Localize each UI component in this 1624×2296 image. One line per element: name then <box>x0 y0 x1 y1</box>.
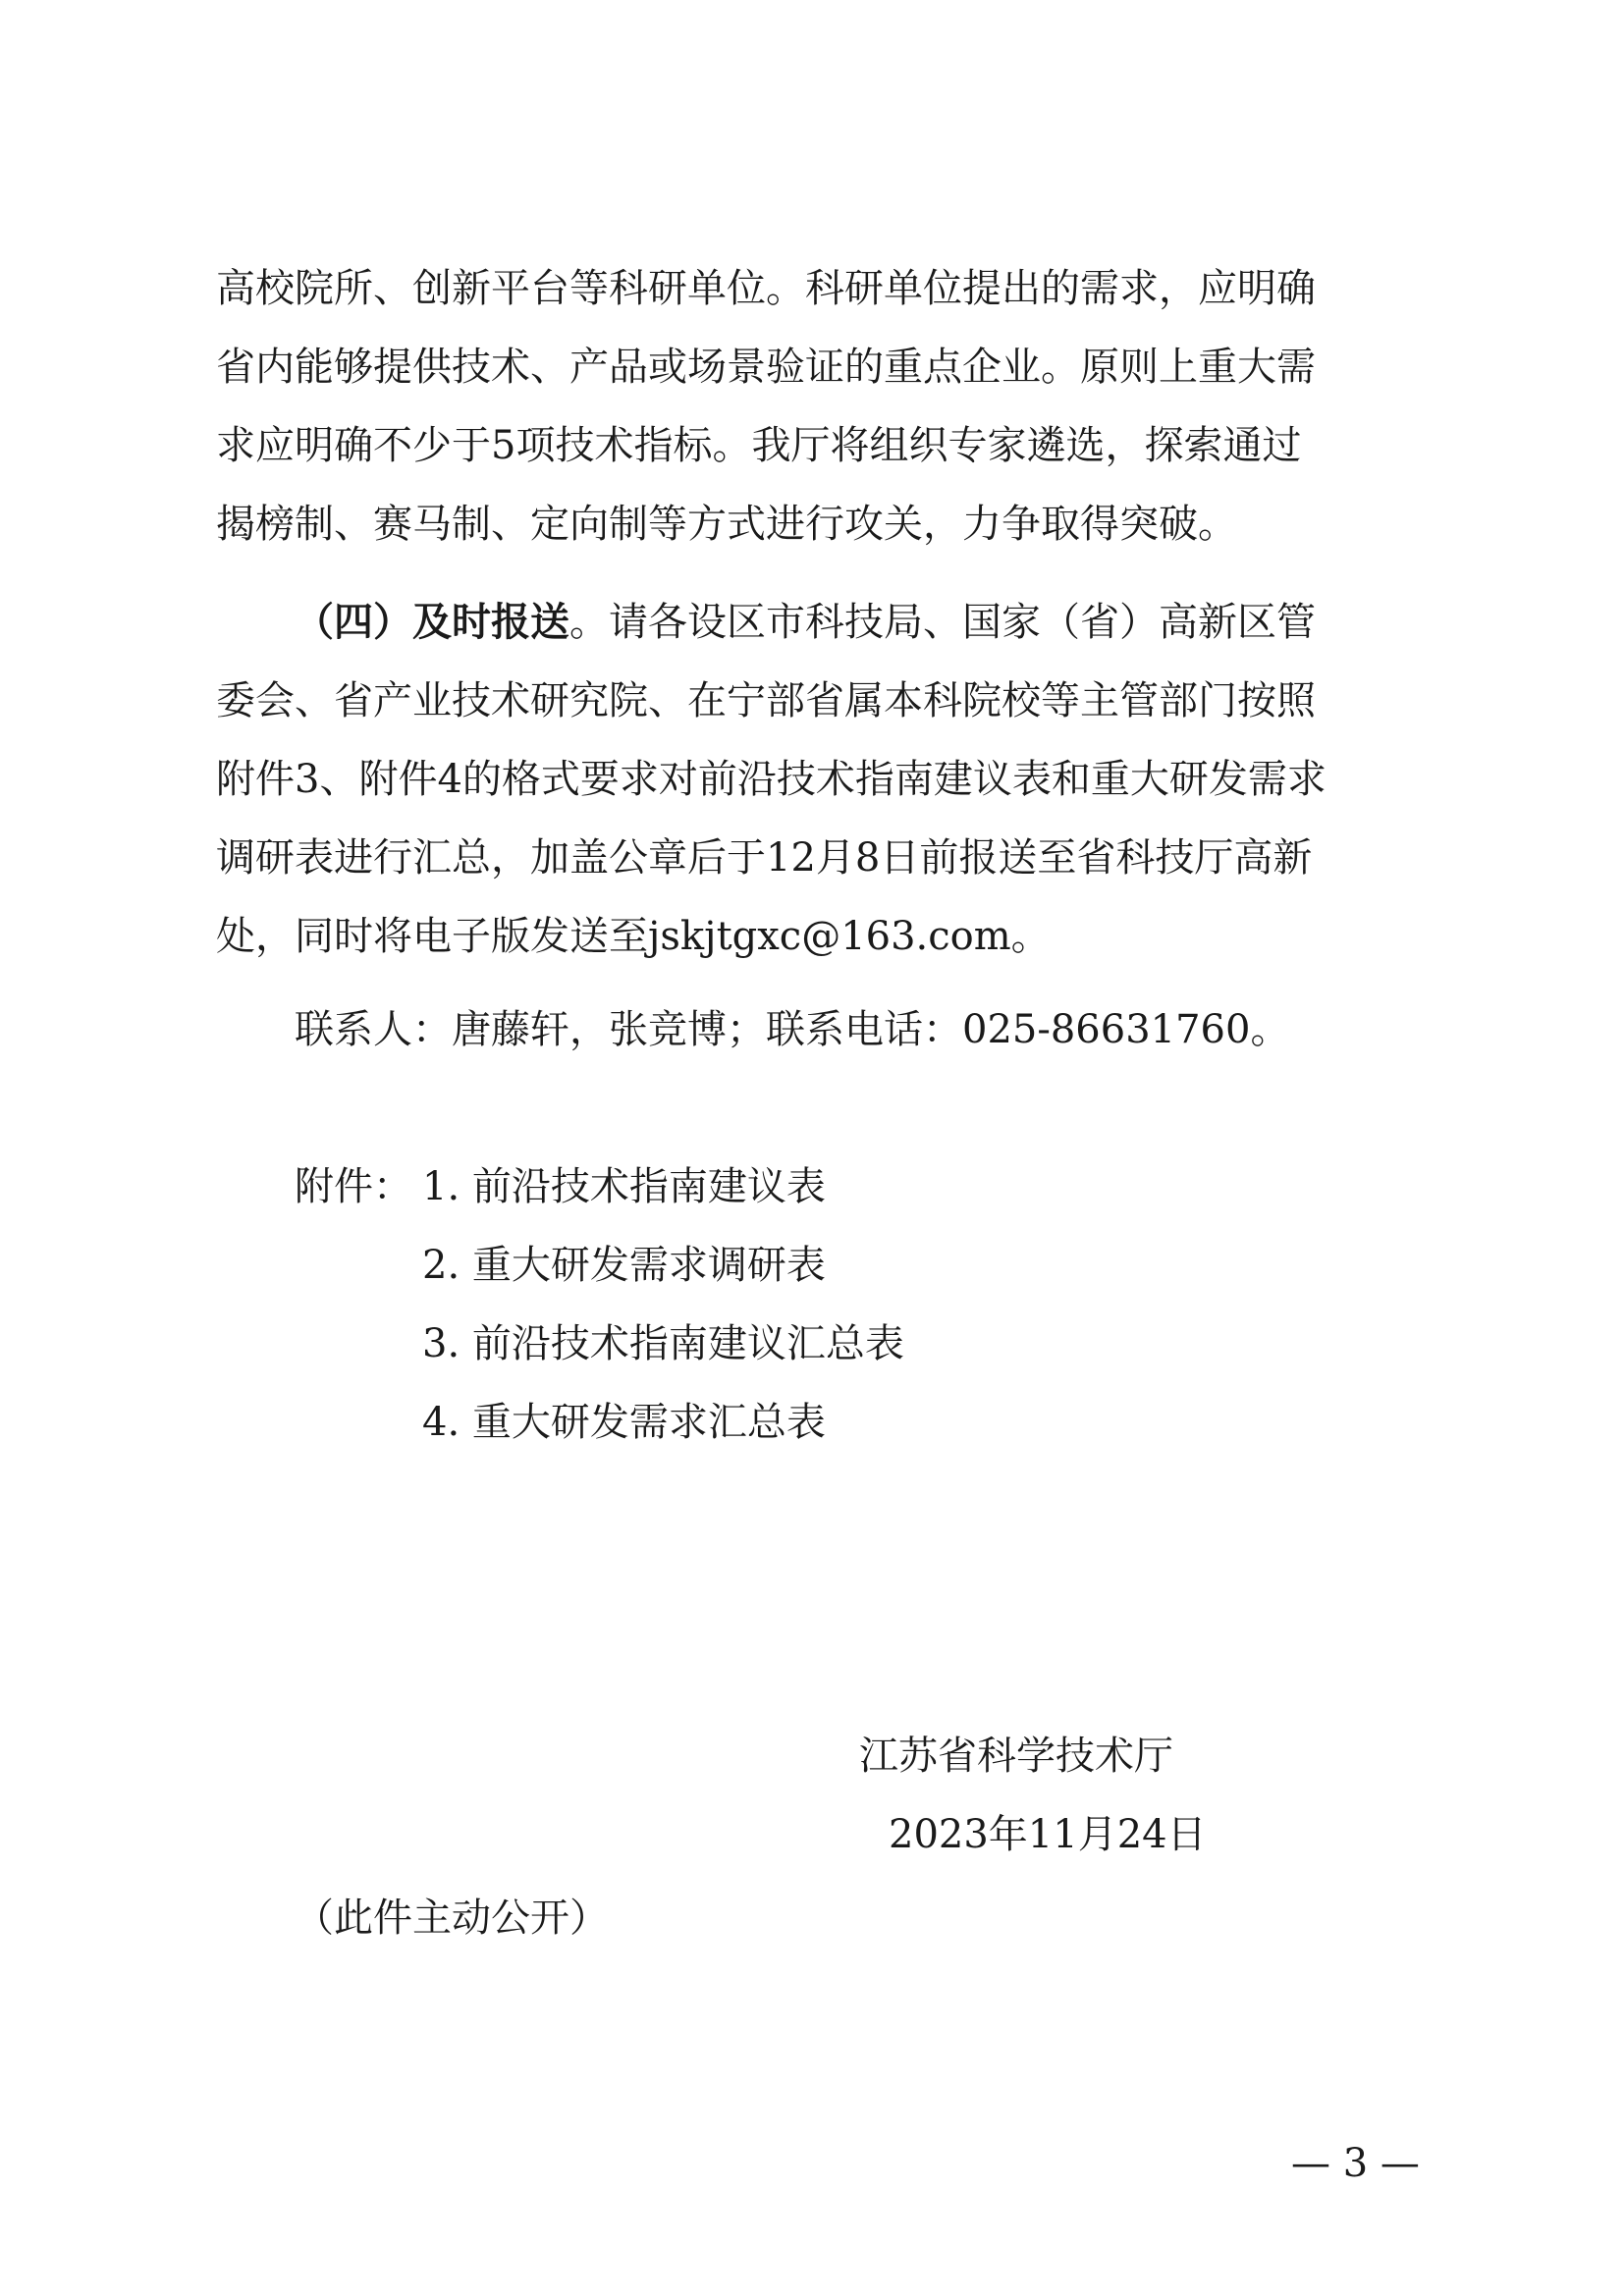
signature-organization: 江苏省科学技术厅 <box>859 1734 1173 1779</box>
body-line: 省内能够提供技术、产品或场景验证的重点企业。原则上重大需 <box>216 345 1316 390</box>
attachments-label: 附件： <box>295 1164 412 1209</box>
signature-date: 2023年11月24日 <box>889 1812 1207 1857</box>
page-number: — 3 — <box>1291 2141 1420 2186</box>
body-text: 。请各设区市科技局、国家（省）高新区管 <box>569 600 1316 645</box>
attachment-item: 2. 重大研发需求调研表 <box>422 1243 826 1288</box>
attachment-item: 3. 前沿技术指南建议汇总表 <box>422 1321 904 1366</box>
disclosure-note: （此件主动公开） <box>295 1896 609 1941</box>
body-line: 调研表进行汇总，加盖公章后于12月8日前报送至省科技厅高新 <box>216 835 1313 881</box>
body-line: 附件3、附件4的格式要求对前沿技术指南建议表和重大研发需求 <box>216 757 1326 802</box>
body-line: 处，同时将电子版发送至jskjtgxc@163.com。 <box>216 914 1051 959</box>
section-heading: （四）及时报送 <box>295 599 569 645</box>
paragraph-first-line <box>295 599 1316 646</box>
body-line: 揭榜制、赛马制、定向制等方式进行攻关，力争取得突破。 <box>216 502 1237 547</box>
attachment-item: 1. 前沿技术指南建议表 <box>422 1164 826 1209</box>
attachment-item: 4. 重大研发需求汇总表 <box>422 1400 826 1445</box>
body-line: 高校院所、创新平台等科研单位。科研单位提出的需求，应明确 <box>216 266 1316 311</box>
body-line: 委会、省产业技术研究院、在宁部省属本科院校等主管部门按照 <box>216 678 1316 723</box>
body-line: 求应明确不少于5项技术指标。我厅将组织专家遴选，探索通过 <box>216 423 1302 468</box>
contact-line: 联系人：唐藤轩，张竞博；联系电话：025-86631760。 <box>295 1007 1290 1052</box>
